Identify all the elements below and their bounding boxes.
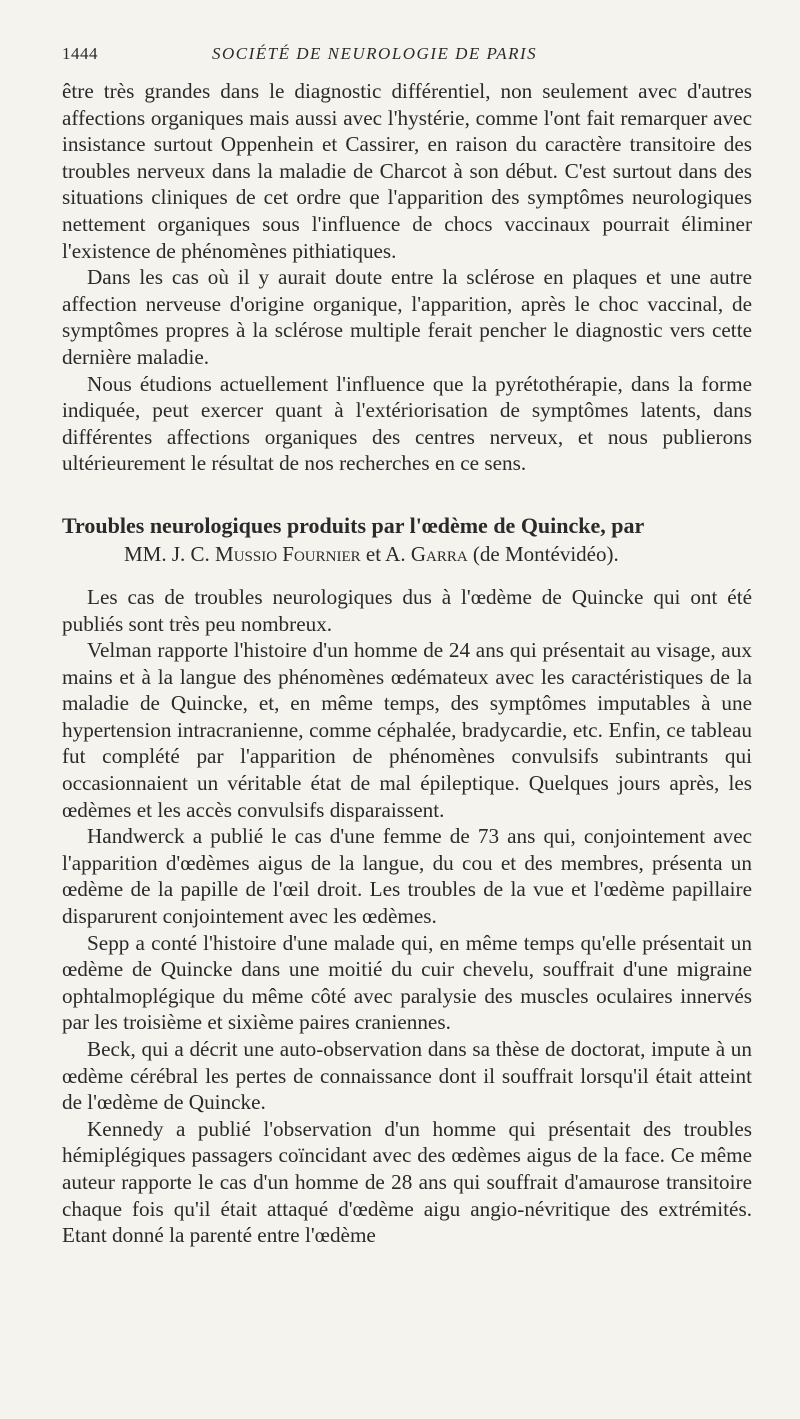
- article-title: Troubles neurologiques produits par l'œdème de Quincke, par: [62, 512, 645, 538]
- running-head: [62, 44, 752, 78]
- authors-prefix: MM. J. C.: [124, 541, 216, 566]
- paragraph: Dans les cas où il y aurait doute entre la sclérose en plaques et une autre affection nerveuse d'origine organique, l'apparition, après le choc vaccinal, de symptômes propres à la sclérose multiple ferait pencher le diagnostic vers cette dernière maladie.: [62, 265, 752, 369]
- paragraph: être très grandes dans le diagnostic différentiel, non seulement avec d'autres affections organiques mais aussi avec l'hystérie, comme l'ont fait remarquer avec insistance surtout Oppenhein et Cassirer, en raison du caractère transitoire des troubles nerveux dans la maladie de Charcot à son début. C'est surtout dans des situations cliniques de cet ordre que l'apparition des symptômes neurologiques nettement organiques sous l'influence de chocs vaccinaux pourrait éliminer l'existence de phénomènes pithiatiques.: [62, 79, 752, 263]
- paragraph: Kennedy a publié l'observation d'un homme qui présentait des troubles hémiplégiques passagers coïncidant avec des œdèmes aigus de la face. Ce même auteur rapporte le cas d'un homme de 28 ans qui souffrait d'amaurose transitoire chaque fois qu'il était attaqué d'œdème aigu angio-névritique des extrémités. Etant donné la parenté entre l'œdème: [62, 1116, 752, 1248]
- body-text: [62, 78, 752, 1249]
- paragraph: Beck, qui a décrit une auto-observation dans sa thèse de doctorat, impute à un œdème cérébral les pertes de connaissance dont il souffrait lorsqu'il était atteint de l'œdème de Quincke.: [62, 1037, 752, 1115]
- journal-title: SOCIÉTÉ DE NEUROLOGIE DE PARIS: [212, 44, 538, 63]
- section-gap: [62, 477, 752, 511]
- paragraph: Sepp a conté l'histoire d'une malade qui, en même temps qu'elle présentait un œdème de Quincke dans une moitié du cuir chevelu, souffrait d'une migraine ophtalmoplégique du même côté avec paralysie des muscles oculaires innervés par les troisième et sixième paires craniennes.: [62, 930, 752, 1035]
- article-authors: [62, 540, 752, 568]
- author-name: Mussio Fournier: [215, 541, 361, 566]
- author-affiliation: (de Montévidéo).: [467, 541, 619, 566]
- paragraph: Velman rapporte l'histoire d'un homme de 24 ans qui présentait au visage, aux mains et à la langue des phénomènes œdémateux avec les caractéristiques de la maladie de Quincke, et, en même temps, des symptômes imputables à une hypertension intracranienne, comme céphalée, bradycardie, etc. Enfin, ce tableau fut complété par l'apparition de phénomènes convulsifs subintrants qui occasionnaient un véritable état de mal épileptique. Quelques jours après, les œdèmes et les accès convulsifs disparaissent.: [62, 638, 752, 822]
- paragraph: Handwerck a publié le cas d'une femme de 73 ans qui, conjointement avec l'apparition d'œdèmes aigus de la langue, du cou et des membres, présenta un œdème de la papille de l'œil droit. Les troubles de la vue et l'œdème papillaire disparurent conjointement avec les œdèmes.: [62, 824, 752, 929]
- page-number: 1444: [62, 44, 98, 63]
- author-name: Garra: [410, 541, 468, 566]
- paragraph: Nous étudions actuellement l'influence que la pyrétothérapie, dans la forme indiquée, peut exercer quant à l'extériorisation de symptômes latents, dans différentes affections organiques des centres nerveux, et nous publierons ultérieurement le résultat de nos recherches en ce sens.: [62, 371, 752, 476]
- paragraph: Les cas de troubles neurologiques dus à l'œdème de Quincke qui ont été publiés sont très peu nombreux.: [62, 584, 752, 636]
- article-heading: [62, 511, 752, 568]
- authors-conjunction: et A.: [360, 541, 411, 566]
